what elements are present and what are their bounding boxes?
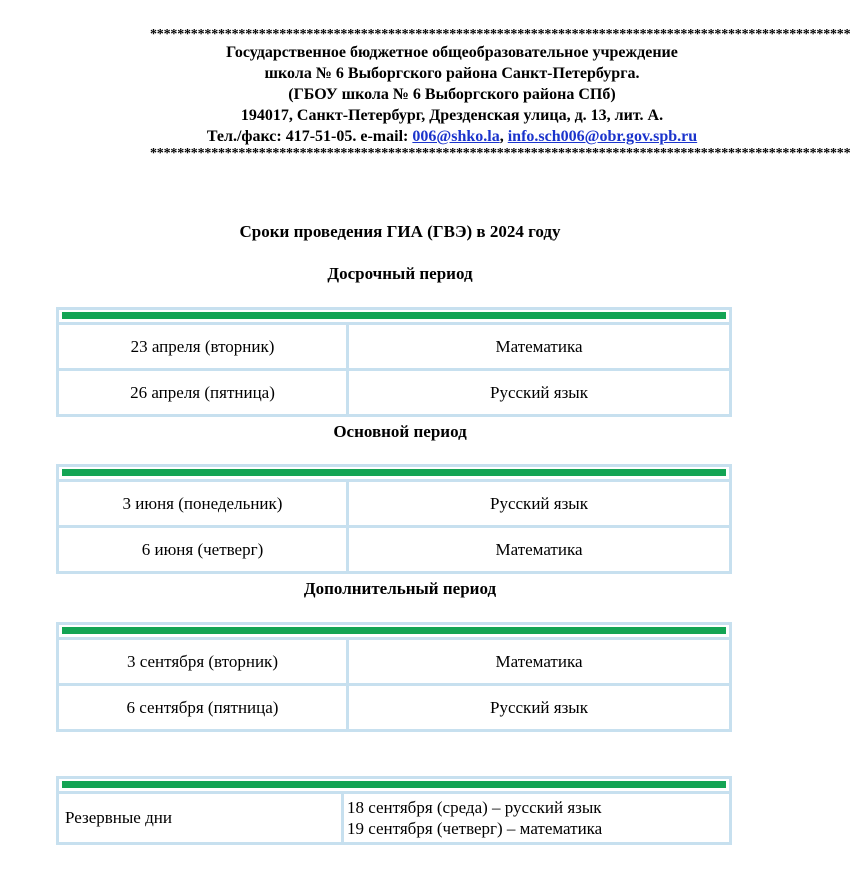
table-row bbox=[59, 525, 729, 571]
table-accent-bar bbox=[62, 781, 726, 788]
schedule-table-main bbox=[56, 464, 732, 574]
email-link-1[interactable]: 006@shko.la bbox=[412, 128, 500, 145]
table-accent-bar bbox=[62, 627, 726, 634]
date-cell: 3 июня (понедельник) bbox=[122, 493, 283, 513]
email-separator: , bbox=[499, 128, 508, 145]
table-accent-bar bbox=[62, 469, 726, 476]
date-cell: 23 апреля (вторник) bbox=[130, 336, 275, 356]
table-row bbox=[59, 637, 729, 683]
table-row bbox=[59, 368, 729, 414]
date-cell: 3 сентября (вторник) bbox=[127, 651, 278, 671]
date-cell: 6 июня (четверг) bbox=[141, 539, 264, 559]
reserve-dates-cell bbox=[341, 794, 729, 842]
period-title-early: Досрочный период bbox=[327, 264, 473, 283]
org-address: 194017, Санкт-Петербург, Дрезденская улица, д. 13, лит. А. bbox=[240, 107, 664, 124]
reserve-date-line: 19 сентября (четверг) – математика bbox=[347, 819, 603, 838]
stars-divider-top: ******************************************************************************************************* bbox=[150, 27, 850, 42]
reserve-date-line: 18 сентября (среда) – русский язык bbox=[347, 798, 602, 817]
subject-cell: Русский язык bbox=[346, 482, 729, 525]
email-link-2[interactable]: info.sch006@obr.gov.spb.ru bbox=[507, 128, 698, 145]
org-name-line2: школа № 6 Выборгского района Санкт-Петербурга. bbox=[264, 65, 640, 82]
page-title: Сроки проведения ГИА (ГВЭ) в 2024 году bbox=[239, 222, 561, 241]
subject-cell: Математика bbox=[346, 325, 729, 368]
subject-cell: Математика bbox=[346, 640, 729, 683]
schedule-table-early bbox=[56, 307, 732, 417]
table-row bbox=[59, 683, 729, 729]
school-header bbox=[150, 27, 850, 161]
table-row bbox=[59, 791, 729, 842]
stars-divider-bottom: ******************************************************************************************************* bbox=[150, 146, 850, 161]
reserve-label-cell: Резервные дни bbox=[65, 808, 172, 827]
table-row bbox=[59, 479, 729, 525]
subject-cell: Математика bbox=[346, 528, 729, 571]
period-title-main: Основной период bbox=[333, 422, 467, 441]
subject-cell: Русский язык bbox=[346, 371, 729, 414]
subject-cell: Русский язык bbox=[346, 686, 729, 729]
table-accent-bar bbox=[62, 312, 726, 319]
contact-line bbox=[150, 126, 754, 147]
table-row bbox=[59, 322, 729, 368]
date-cell: 26 апреля (пятница) bbox=[130, 382, 275, 402]
org-name-line1: Государственное бюджетное общеобразовательное учреждение bbox=[226, 44, 678, 61]
period-title-additional: Дополнительный период bbox=[303, 579, 497, 598]
reserve-days-table bbox=[56, 776, 732, 845]
org-short-name: (ГБОУ школа № 6 Выборгского района СПб) bbox=[288, 86, 616, 103]
schedule-table-additional bbox=[56, 622, 732, 732]
phone-text: Тел./факс: 417-51-05. e-mail: bbox=[206, 128, 413, 145]
date-cell: 6 сентября (пятница) bbox=[126, 697, 279, 717]
